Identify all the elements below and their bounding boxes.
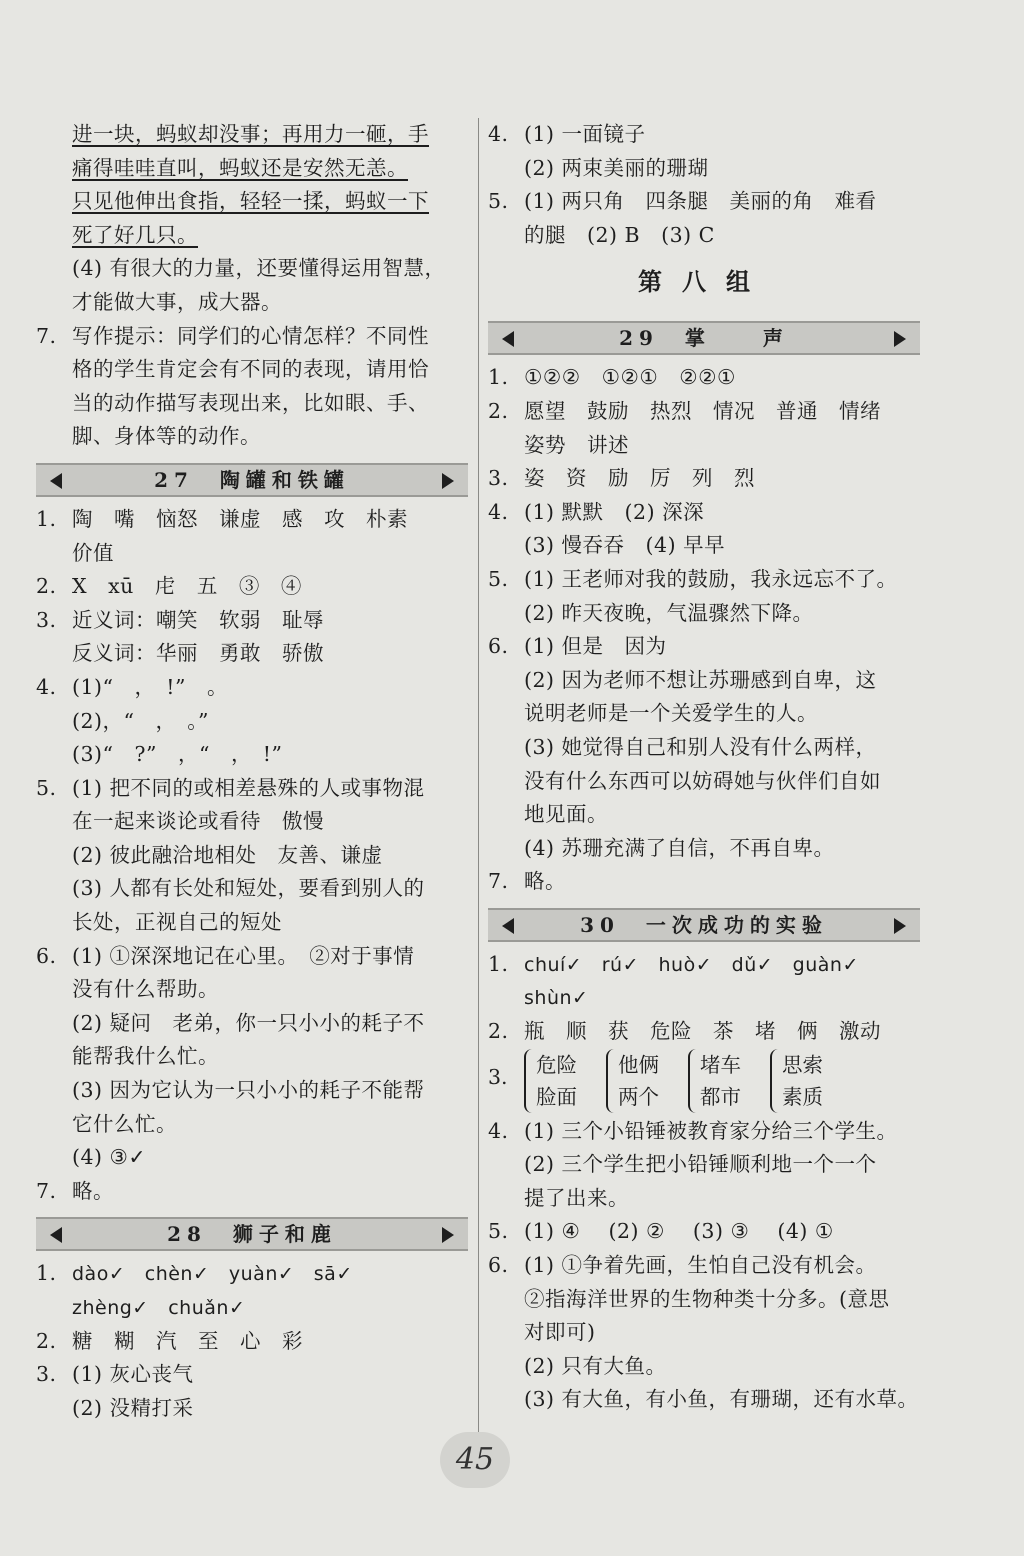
question-number: 6. (488, 634, 509, 659)
answer-line (36, 185, 468, 219)
answer-text: dào✓ chèn✓ yuàn✓ sā✓ (72, 1263, 353, 1286)
question-number: 4. (488, 499, 509, 524)
answer-continuation (488, 1283, 920, 1317)
answer-continuation (488, 832, 920, 866)
answer-text: 略。 (524, 869, 566, 894)
answer-continuation (36, 1392, 468, 1426)
question-number: 4. (488, 1118, 509, 1143)
answer-item (488, 185, 920, 219)
triangle-right-icon (894, 918, 906, 934)
answer-text: 才能做大事，成大器。 (72, 289, 282, 314)
lesson-28-answers (36, 1257, 468, 1425)
answer-text: 价值 (72, 540, 114, 565)
right-column (488, 118, 920, 1417)
answer-continuation (488, 1383, 920, 1417)
answer-text: (1) 把不同的或相差悬殊的人或事物混 (72, 775, 425, 800)
answer-continuation (36, 1007, 468, 1041)
answer-continuation (36, 839, 468, 873)
answer-continuation (36, 1141, 468, 1175)
lesson-banner-30 (488, 908, 920, 942)
question-number: 1. (488, 365, 509, 390)
lesson-title: 27 陶罐和铁罐 (154, 467, 350, 492)
answer-continuation (488, 152, 920, 186)
brace-word: 危险 (536, 1052, 577, 1077)
answer-text: (2) 昨天夜晚，气温骤然下降。 (524, 600, 814, 625)
answer-text: (3) 有大鱼，有小鱼，有珊瑚，还有水草。 (524, 1387, 919, 1412)
answer-line (36, 152, 468, 186)
lesson-banner-28 (36, 1217, 468, 1251)
answer-item (488, 1115, 920, 1149)
brace-group (770, 1049, 862, 1113)
answer-line (36, 252, 468, 286)
brace-word: 两个 (618, 1084, 659, 1109)
answer-text: (1) 一面镜子 (524, 122, 646, 146)
question-number: 2. (36, 574, 57, 599)
answer-item (36, 1175, 468, 1209)
answer-item (488, 948, 920, 982)
underlined-answer-text: 痛得哇哇直叫，蚂蚁还是安然无恙。 (72, 155, 408, 180)
answer-text: (4) ③✓ (72, 1145, 147, 1170)
brace-word: 素质 (782, 1084, 823, 1109)
answer-item (36, 604, 468, 638)
answer-continuation (36, 872, 468, 906)
answer-text: (2) 三个学生把小铅锤顺利地一个一个 (524, 1152, 877, 1177)
question-number: 3. (36, 607, 57, 632)
answer-text: (4) 有很大的力量，还要懂得运用智慧， (72, 256, 446, 281)
triangle-right-icon (894, 331, 906, 347)
column-divider (478, 118, 479, 1436)
answer-continuation (36, 1040, 468, 1074)
answer-continuation (488, 1148, 920, 1182)
answer-item (36, 570, 468, 604)
answer-item (488, 630, 920, 664)
answer-item (488, 118, 920, 152)
answer-text: 能帮我什么忙。 (72, 1044, 219, 1069)
carryover-answers (488, 118, 920, 252)
answer-text: 瓶 顺 获 危险 茶 堵 俩 激动 (524, 1019, 881, 1044)
answer-continuation (488, 429, 920, 463)
brace-word: 他俩 (618, 1052, 659, 1077)
answer-text: (1) 但是 因为 (524, 634, 667, 659)
question-7 (36, 320, 468, 354)
triangle-left-icon (502, 331, 514, 347)
answer-line (36, 118, 468, 152)
answer-text: (4) 苏珊充满了自信，不再自卑。 (524, 835, 835, 860)
answer-item (488, 1015, 920, 1049)
answer-text: 长处，正视自己的短处 (72, 910, 282, 935)
answer-text: (3) 她觉得自己和别人没有什么两样， (524, 734, 877, 759)
answer-text: 提了出来。 (524, 1185, 629, 1210)
answer-text: (3) 人都有长处和短处，要看到别人的 (72, 876, 425, 901)
answer-text: (2) 因为老师不想让苏珊感到自卑，这 (524, 667, 877, 692)
answer-continuation (36, 1291, 468, 1325)
question-number: 6. (488, 1253, 509, 1278)
answer-text: (3)“ ?” ，“ ， !” (72, 742, 283, 767)
brace-group (606, 1049, 698, 1113)
answer-continuation (488, 981, 920, 1015)
answer-continuation (488, 219, 920, 253)
answer-item (488, 361, 920, 395)
answer-item (488, 1249, 920, 1283)
answer-text: 近义词：嘲笑 软弱 耻辱 (72, 607, 324, 632)
answer-text: 写作提示：同学们的心情怎样？不同性 (72, 323, 429, 348)
question-number: 2. (488, 398, 509, 423)
question-number: 5. (488, 189, 509, 214)
left-column (36, 118, 468, 1425)
answer-text: (2) 没精打采 (72, 1395, 194, 1420)
answer-item (488, 462, 920, 496)
answer-continuation (488, 1182, 920, 1216)
answer-item (36, 1257, 468, 1291)
answer-text: (1) 两只角 四条腿 美丽的角 难看 (524, 189, 877, 214)
answer-text: ①②② ①②① ②②① (524, 365, 736, 390)
answer-item (488, 563, 920, 597)
answer-continuation (488, 1350, 920, 1384)
answer-text: (3) 慢吞吞 (4) 早早 (524, 533, 726, 558)
answer-text: 反义词：华丽 勇敢 骄傲 (72, 641, 324, 666)
underlined-answer-text: 只见他伸出食指，轻轻一揉，蚂蚁一下 (72, 189, 429, 214)
answer-text: (1) ①深深地记在心里。 ②对于事情 (72, 943, 415, 968)
answer-text: (3) 因为它认为一只小小的耗子不能帮 (72, 1078, 425, 1103)
answer-item (36, 1325, 468, 1359)
answer-text: 地见面。 (524, 802, 608, 827)
answer-text: 没有什么东西可以妨碍她与伙伴们自如 (524, 768, 881, 793)
lesson-30-answers (488, 948, 920, 1049)
answer-text: 姿 资 励 厉 列 烈 (524, 466, 755, 491)
answer-text: 说明老师是一个关爱学生的人。 (524, 701, 818, 726)
brace-group (524, 1049, 616, 1113)
answer-text: (1) 灰心丧气 (72, 1362, 194, 1387)
brace-word: 脸面 (536, 1084, 577, 1109)
answer-item (488, 395, 920, 429)
answer-continuation (36, 1108, 468, 1142)
question-number: 3. (488, 1064, 508, 1089)
answer-text: zhèng✓ chuǎn✓ (72, 1297, 246, 1319)
answer-text: shùn✓ (524, 987, 589, 1010)
answer-item (36, 671, 468, 705)
brace-group (688, 1049, 780, 1113)
underlined-answer-text: 死了好几只。 (72, 222, 198, 247)
answer-item (36, 1358, 468, 1392)
answer-continuation (488, 697, 920, 731)
question-number: 7. (488, 869, 509, 894)
answer-text: 对即可) (524, 1320, 596, 1345)
question-number: 5. (488, 1219, 509, 1244)
answer-item (488, 496, 920, 530)
answer-text: (1) ④ (2) ② (3) ③ (4) ① (524, 1219, 834, 1244)
question-number: 6. (36, 943, 57, 968)
answer-continuation (488, 529, 920, 563)
answer-item (488, 1215, 920, 1249)
question-number: 1. (36, 1261, 57, 1286)
question-number: 1. (488, 951, 509, 976)
lesson-title: 28 狮子和鹿 (167, 1222, 337, 1247)
answer-text: 陶 嘴 恼怒 谦虚 感 攻 朴素 (72, 506, 408, 531)
underlined-answer-text: 进一块，蚂蚁却没事；再用力一砸，手 (72, 122, 429, 146)
lesson-29-answers (488, 361, 920, 899)
lesson-banner-29 (488, 321, 920, 355)
answer-line: 当的动作描写表现出来，比如眼、手、 (72, 390, 429, 415)
answer-continuation (488, 765, 920, 799)
answer-continuation (488, 1316, 920, 1350)
brace-word: 思索 (782, 1052, 823, 1077)
triangle-left-icon (50, 473, 62, 489)
answer-continuation (488, 798, 920, 832)
answer-line (36, 219, 468, 253)
triangle-left-icon (50, 1227, 62, 1243)
answer-item (488, 865, 920, 899)
brace-word: 都市 (700, 1084, 741, 1109)
answer-text: (2) 只有大鱼。 (524, 1353, 667, 1378)
question-number: 2. (36, 1328, 57, 1353)
question-number: 5. (36, 775, 57, 800)
answer-item (36, 940, 468, 974)
answer-text: 它什么忙。 (72, 1111, 177, 1136)
lesson-title: 30 一次成功的实验 (580, 912, 828, 937)
lesson-banner-27 (36, 463, 468, 497)
question-number: 3. (488, 466, 509, 491)
question-number: 4. (488, 122, 509, 146)
answer-text: 姿势 讲述 (524, 432, 629, 457)
answer-item (36, 772, 468, 806)
lesson-title: 29 掌 声 (619, 326, 789, 351)
question-number: 1. (36, 506, 57, 531)
answer-text: (1) 默默 (2) 深深 (524, 499, 705, 524)
answer-line: 脚、身体等的动作。 (72, 424, 261, 449)
answer-text: (1) 三个小铅锤被教育家分给三个学生。 (524, 1118, 898, 1143)
carryover-answer (36, 118, 468, 320)
answer-continuation (36, 1074, 468, 1108)
answer-continuation (36, 973, 468, 1007)
triangle-right-icon (442, 473, 454, 489)
answer-text: 没有什么帮助。 (72, 977, 219, 1002)
answer-text: (1) ①争着先画，生怕自己没有机会。 (524, 1253, 877, 1278)
question-number: 5. (488, 566, 509, 591)
question-number: 3. (36, 1362, 57, 1387)
answer-line: 格的学生肯定会有不同的表现，请用恰 (72, 357, 429, 382)
answer-continuation (488, 597, 920, 631)
answer-continuation (36, 906, 468, 940)
answer-text: (1)“ ， !” 。 (72, 674, 228, 699)
answer-text: (1) 王老师对我的鼓励，我永远忘不了。 (524, 566, 898, 591)
answer-item (36, 503, 468, 537)
brace-word: 堵车 (700, 1052, 741, 1077)
answer-text: (2) 疑问 老弟，你一只小小的耗子不 (72, 1010, 425, 1035)
answer-text: chuí✓ rú✓ huò✓ dǔ✓ guàn✓ (524, 953, 859, 976)
answer-text: (2) 两束美丽的珊瑚 (524, 155, 709, 180)
lesson-30-answers-continued (488, 1115, 920, 1417)
answer-text: ②指海洋世界的生物种类十分多。(意思 (524, 1286, 890, 1311)
answer-text: X xū 虍 五 ③ ④ (72, 574, 302, 599)
question-number: 7. (36, 323, 57, 348)
answer-continuation (488, 731, 920, 765)
question-number: 4. (36, 674, 57, 699)
triangle-left-icon (502, 918, 514, 934)
question-number: 7. (36, 1178, 57, 1203)
answer-text: (2) 彼此融洽地相处 友善、谦虚 (72, 842, 383, 867)
answer-continuation (36, 738, 468, 772)
answer-continuation (36, 637, 468, 671)
answer-line (36, 286, 468, 320)
answer-text: 愿望 鼓励 热烈 情况 普通 情绪 (524, 398, 881, 423)
answer-continuation (488, 664, 920, 698)
answer-text: (2)，“ ， 。” (72, 708, 209, 733)
lesson-27-answers (36, 503, 468, 1208)
answer-text: 在一起来谈论或看待 傲慢 (72, 809, 324, 834)
page-number: 45 (440, 1432, 510, 1488)
question-3-brace-groups (488, 1049, 920, 1115)
triangle-right-icon (442, 1227, 454, 1243)
answer-text: 糖 糊 汽 至 心 彩 (72, 1328, 303, 1353)
answer-continuation (36, 537, 468, 571)
group-title: 第八组 (638, 267, 770, 297)
answer-continuation (36, 805, 468, 839)
answer-continuation (36, 705, 468, 739)
question-number: 2. (488, 1019, 509, 1044)
answer-text: 的腿 (2) B (3) C (524, 222, 715, 247)
answer-text: 略。 (72, 1178, 114, 1203)
